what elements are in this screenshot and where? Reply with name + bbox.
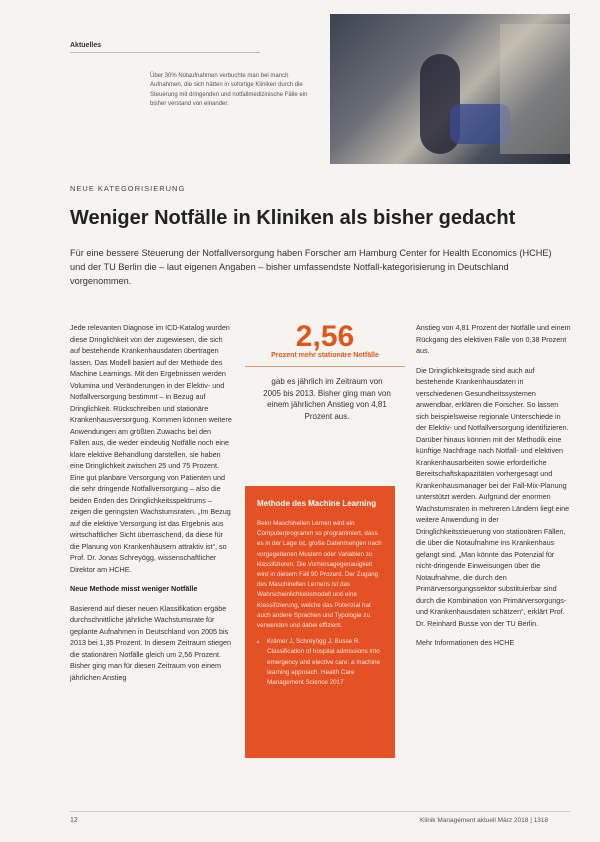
section-label: Aktuelles [70, 42, 102, 49]
article-kicker: NEUE KATEGORISIERUNG [70, 184, 186, 193]
column-left-paragraph-2: Basierend auf dieser neuen Klassifikation ergäbe durchschnittliche jährliche Wachstumsrate für geplante Aufnahmen in Deutschland von 2005 bis 2013 bei 1,35 Prozent. In diesem Zeitraum stiegen die stationären Notfälle gleich um 2,56 Prozent. Bisher ging man für diesen Zeitraum von einem jährlichen Anstieg [70, 603, 232, 682]
column-left-paragraph-1: Jede relevanten Diagnose im ICD-Katalog wurden diese Dringlichkeit von der zugewiesen, die sich auf bestehende Krankenhausdaten übertragen lassen. Das Modell basiert auf der Methode des Machine Learnings. Mit den Ergebnissen werden Volumina und Veränderungen in der Elektiv- und Notfallversorgung bestimmt – in Bezug auf Dringlichkeit. Rückschreiben und stationäre Krankenhausversorgung. Kommen können weitere Anwendungen am größten Zuwachs bei den Fällen aus, die weder eindeutig Notfälle noch eine klare elektive Behandlung darstellen, sie haben eine Dringlichkeit zwischen 25 und 75 Prozent. Eine gut planbare Versorgung von Patienten und die sehr dringende Notfallversorgung – also die beiden Enden des Dringlichkeitsspektrums – zeigen die geringsten Wachstumsraten. „Im Bezug auf die elektive Versorgung ist das Ergebnis aus wirtschaftlicher Sicht überraschend, da diese für die Planung von Krankenhäusern attraktiv ist“, so Prof. Dr. Jonas Schreyögg, wissenschaftlicher Direktor am HCHE. [70, 323, 232, 574]
section-rule [70, 52, 260, 53]
photo-figure-light [500, 24, 570, 154]
info-box [245, 486, 395, 758]
column-left [70, 322, 232, 691]
column-right-paragraph-1: Anstieg von 4,81 Prozent der Notfälle und einem Rückgang des elektiven Fälle von 0,38 Prozent aus. [416, 323, 571, 355]
photo-caption: Über 30% Notaufnahmen verbuchte man bei manch Aufnahmen, die sich hätten in sofortige Kliniken durch die Steuerung mit dringenden und notfallmedizinische Fälle ein bisher verstand von einander. [150, 73, 308, 107]
subheading: Neue Methode misst weniger Notfälle [70, 584, 198, 593]
info-box-body: Beim Maschinellen Lernen wird ein Computerprogramm so programmiert, dass es in der Lage ist, große Datenmengen nach vorgegebenen Mustern oder Variablen zu klassifizieren. Die Vorhersagegenauigkeit wird in diesem Fall 90 Prozent. Der Zugang des Maschinellen Lernens ist das Wahrscheinlichkeitsmodell und eine Klassifizierung, welche das Potenzial hat auch andere Sprachen und Typologie zu verwenden und dabei effizient. [257, 520, 382, 630]
more-info-link[interactable]: Mehr Informationen des HCHE [416, 638, 515, 647]
publication-footer: Klinik Management aktuell März 2018 | 1318 [420, 817, 549, 824]
stat-value: 2,56 [295, 320, 355, 353]
stat-label: Prozent mehr stationäre Notfälle [271, 352, 379, 359]
column-right-paragraph-2: Die Dringlichkeitsgrade sind auch auf bestehende Krankenhausdaten in verschiedenen Gesundheitssystemen anwendbar, erklären die Forscher. So lassen sich beispielsweise regionale Unterschiede in der Elektiv- und Notfallversorgung identifizieren. Darüber hinaus können mit der Methodik eine künftige Nachfrage nach Notfall- und elektiven Krankenhausarbeiten sowie erforderliche Bereitschaftskapazitäten vorhergesagt und Krankenhausmanager bei der Fall-Mix-Planung unterstützt werden. Aufgrund der enormen Wachstumsraten in mehreren Ländern liegt eine weitere Anwendung in der Dringlichkeitssteuerung von stationären Fällen, die über die Notaufnahme ins Krankenhaus gelangt sind. „Man könnte das Potenzial für nicht-dringende Einweisungen über die Notaufnahme, die durch den Primärversorgungssektor substituierbar sind durch die Kombination von Primärversorgungs- und Krankenhausdaten schätzen“, erklärt Prof. Dr. Reinhard Busse von der TU Berlin. [416, 365, 570, 628]
article-headline: Weniger Notfälle in Kliniken als bisher gedacht [70, 207, 516, 229]
footer-rule [70, 811, 570, 812]
column-right [416, 322, 572, 657]
info-box-reference-list [257, 637, 383, 688]
info-box-reference: • Krämer J, Schreyögg J, Busse R. Classification of hospital admissions into emergency and elective care: a machine learning approach. Health Care Management Science 2017 [267, 637, 383, 688]
hospital-photo [330, 14, 570, 164]
page-number: 12 [70, 817, 78, 824]
article-lead: Für eine bessere Steuerung der Notfallversorgung haben Forscher am Hamburg Center for Health Economics (HCHE) und der TU Berlin die – laut eigenen Angaben – bisher umfassendste Notfall-kategorisierung in Deutschland vorgenommen. [70, 248, 552, 286]
info-box-title: Methode des Machine Learning [257, 499, 377, 508]
stat-text: gab es jährlich im Zeitraum von 2005 bis 2013. Bisher ging man von einem jährlichen Anstieg von 4,81 Prozent aus. [263, 377, 391, 421]
stat-rule [245, 366, 405, 367]
